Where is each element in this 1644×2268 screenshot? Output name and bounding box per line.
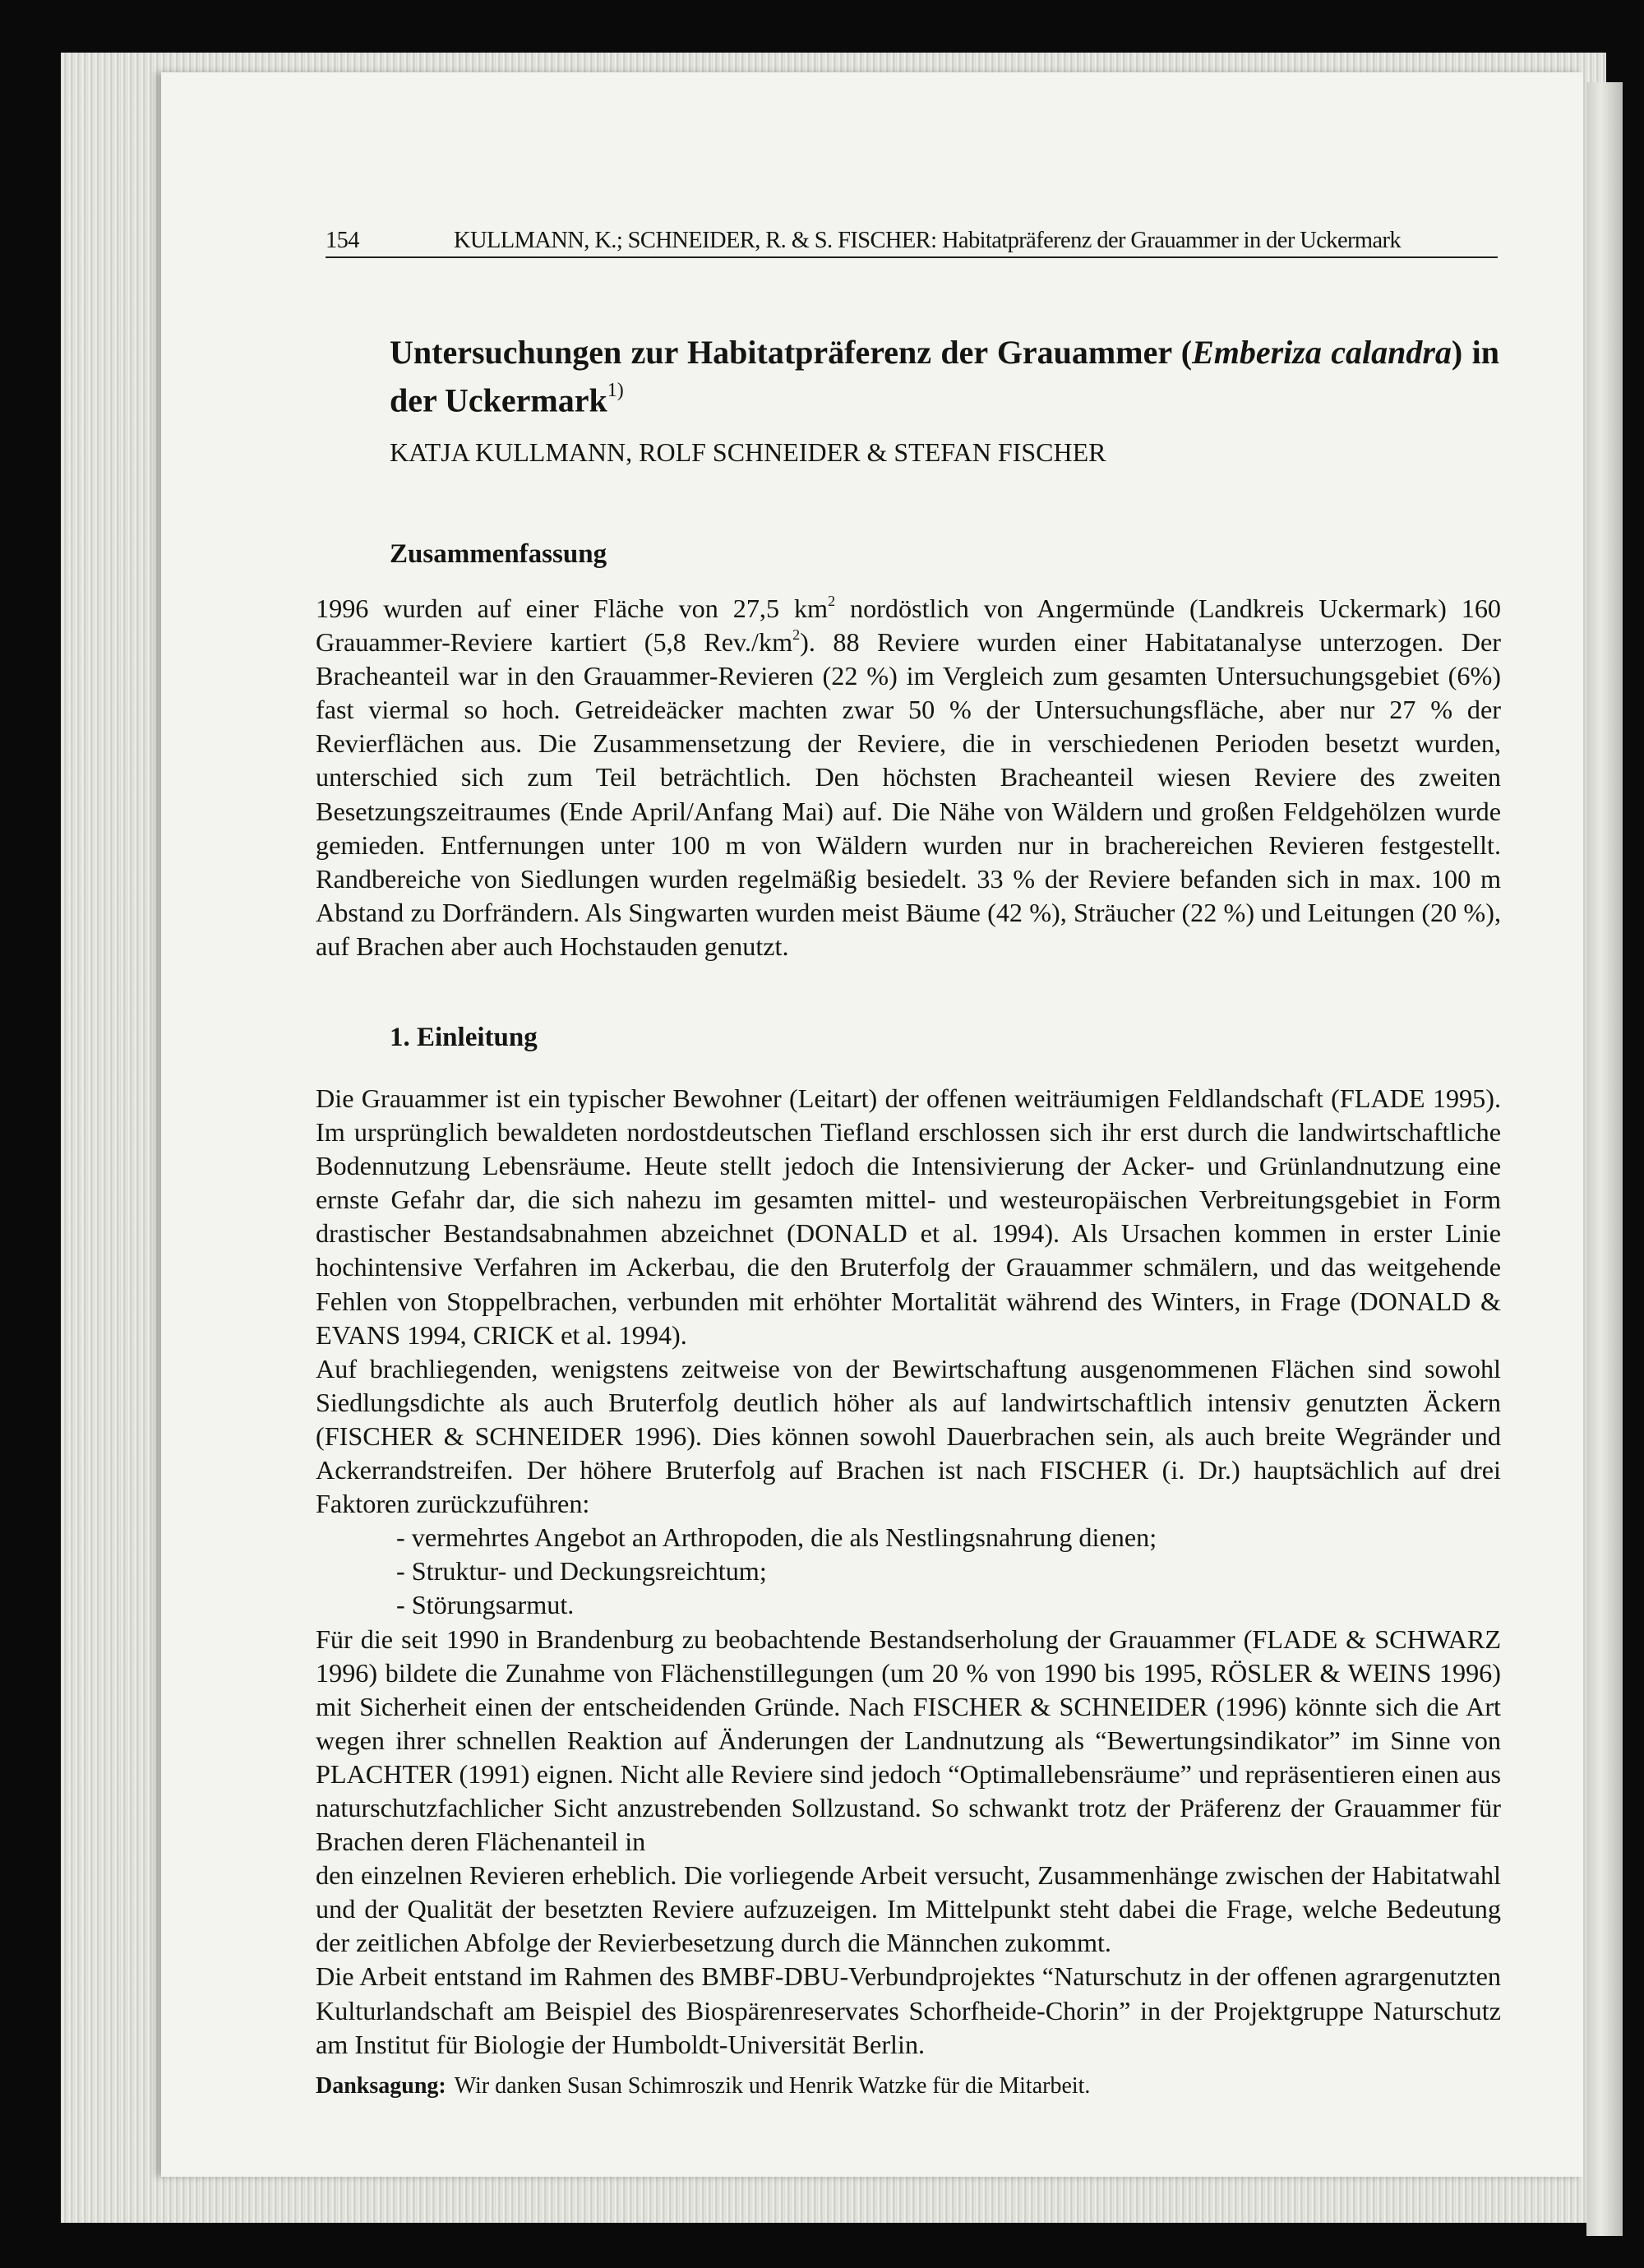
article-title [390, 332, 1499, 421]
summary-sup-1: 2 [828, 593, 836, 610]
introduction-heading: 1. Einleitung [390, 1023, 538, 1052]
running-header [326, 227, 1498, 258]
bullet-item: - Störungsarmut. [396, 1590, 575, 1620]
page-number: 154 [326, 228, 359, 253]
facing-page-edge [1586, 82, 1623, 2236]
author-list: KATJA KULLMANN, ROLF SCHNEIDER & STEFAN FISCHER [390, 437, 1106, 467]
title-text-2: ) in der Uckermark [390, 334, 1499, 419]
introduction-body [316, 1082, 1501, 2062]
acknowledgement-text: Wir danken Susan Schimroszik und Henrik Watzke für die Mitarbeit. [454, 2073, 1091, 2099]
summary-text-2: nordöstlich von Angermünde (Landkreis Uckermark) 160 Grauammer-Reviere kartiert (5,8 Rev./km [316, 594, 1502, 658]
intro-paragraph-3a: Für die seit 1990 in Brandenburg zu beobachtende Bestandserholung der Grauammer (FLADE & SCHWARZ 1996) bildete die Zunahme von Flächenstillegungen (um 20 % von 1990 bis 1995, RÖSLER & WEINS 1996) mit Sicherheit einen der entscheidenden Gründe. Nach FISCHER & SCHNEIDER (1996) könnte sich die Art wegen ihrer schnellen Reaktion auf Änderungen der Landnutzung als “Bewertungsindikator” im Sinne von PLACHTER (1991) eignen. Nicht alle Reviere sind jedoch “Optimallebensräume” und repräsentieren einen aus naturschutzfachlicher Sicht anzustrebenden Sollzustand. So schwankt trotz der Präferenz der Grauammer für Brachen deren Flächenanteil in [316, 1624, 1501, 1857]
intro-paragraph-3b: den einzelnen Revieren erheblich. Die vorliegende Arbeit versucht, Zusammenhänge zwischen der Habitatwahl und der Qualität der besetzten Reviere aufzuzeigen. Im Mittelpunkt steht dabei die Frage, welche Bedeutung der zeitlichen Abfolge der Revierbesetzung durch die Männchen zukommt. [316, 1860, 1501, 1958]
title-text-1: Untersuchungen zur Habitatpräferenz der Grauammer ( [390, 334, 1193, 371]
summary-text-1: 1996 wurden auf einer Fläche von 27,5 km [316, 594, 829, 623]
summary-paragraph [316, 592, 1501, 963]
running-title: KULLMANN, K.; SCHNEIDER, R. & S. FISCHER: Habitatpräferenz der Grauammer in der Uckermark [454, 228, 1402, 253]
intro-paragraph-4: Die Arbeit entstand im Rahmen des BMBF-DBU-Verbundprojektes “Naturschutz in der offenen agrargenutzten Kulturlandschaft am Beispiel des Biospärenreservates Schorfheide-Chorin” in der Projektgruppe Naturschutz am Institut für Biologie der Humboldt-Universität Berlin. [316, 1961, 1501, 2059]
acknowledgement [316, 2072, 1501, 2101]
bullet-item: - vermehrtes Angebot an Arthropoden, die als Nestlingsnahrung dienen; [396, 1522, 1157, 1553]
title-species: Emberiza calandra [1192, 334, 1452, 371]
summary-sup-2: 2 [792, 626, 801, 644]
intro-paragraph-2: Auf brachliegenden, wenigstens zeitweise von der Bewirtschaftung ausgenommenen Flächen sind sowohl Siedlungsdichte als auch Bruterfolg deutlich höher als auf landwirtschaftlich intensiv genutzten Äckern (FISCHER & SCHNEIDER 1996). Dies können sowohl Dauerbrachen sein, als auch breite Wegränder und Ackerrandstreifen. Der höhere Bruterfolg auf Brachen ist nach FISCHER (i. Dr.) hauptsächlich auf drei Faktoren zurückzuführen: [316, 1353, 1501, 1519]
bullet-item: - Struktur- und Deckungsreichtum; [396, 1556, 767, 1587]
acknowledgement-label: Danksagung: [316, 2073, 446, 2099]
summary-heading: Zusammenfassung [390, 539, 607, 569]
title-footnote-mark: 1) [607, 380, 624, 401]
summary-text-3: ). 88 Reviere wurden einer Habitatanalyse unterzogen. Der Bracheanteil war in den Grauammer-Revieren (22 %) im Vergleich zum gesamten Untersuchungsgebiet (6%) fast viermal so hoch. Getreideäcker machten zwar 50 % der Untersuchungsfläche, aber nur 27 % der Revierflächen aus. Die Zusammensetzung der Reviere, die in verschiedenen Perioden besetzt wurden, unterschied sich zum Teil beträchtlich. Den höchsten Bracheanteil wiesen Reviere des zweiten Besetzungszeitraumes (Ende April/Anfang Mai) auf. Die Nähe von Wäldern und großen Feldgehölzen wurde gemieden. Entfernungen unter 100 m von Wäldern wurden nur in brachereichen Revieren festgestellt. Randbereiche von Siedlungen wurden regelmäßig besiedelt. 33 % der Reviere befanden sich in max. 100 m Abstand zu Dorfrändern. Als Singwarten wurden meist Bäume (42 %), Sträucher (22 %) und Leitungen (20 %), auf Brachen aber auch Hochstauden genutzt. [316, 627, 1501, 961]
intro-paragraph-1: Die Grauammer ist ein typischer Bewohner (Leitart) der offenen weiträumigen Feldlandschaft (FLADE 1995). Im ursprünglich bewaldeten nordostdeutschen Tiefland erschlossen sich ihr erst durch die landwirtschaftliche Bodennutzung Lebensräume. Heute stellt jedoch die Intensivierung der Acker- und Grünlandnutzung eine ernste Gefahr dar, die sich nahezu im gesamten mittel- und westeuropäischen Verbreitungsgebiet in Form drastischer Bestandsabnahmen abzeichnet (DONALD et al. 1994). Als Ursachen kommen in erster Linie hochintensive Verfahren im Ackerbau, die den Bruterfolg der Grauammer schmälern, und das weitgehende Fehlen von Stoppelbrachen, verbunden mit erhöhter Mortalität während des Winters, in Frage (DONALD & EVANS 1994, CRICK et al. 1994). [316, 1083, 1501, 1350]
